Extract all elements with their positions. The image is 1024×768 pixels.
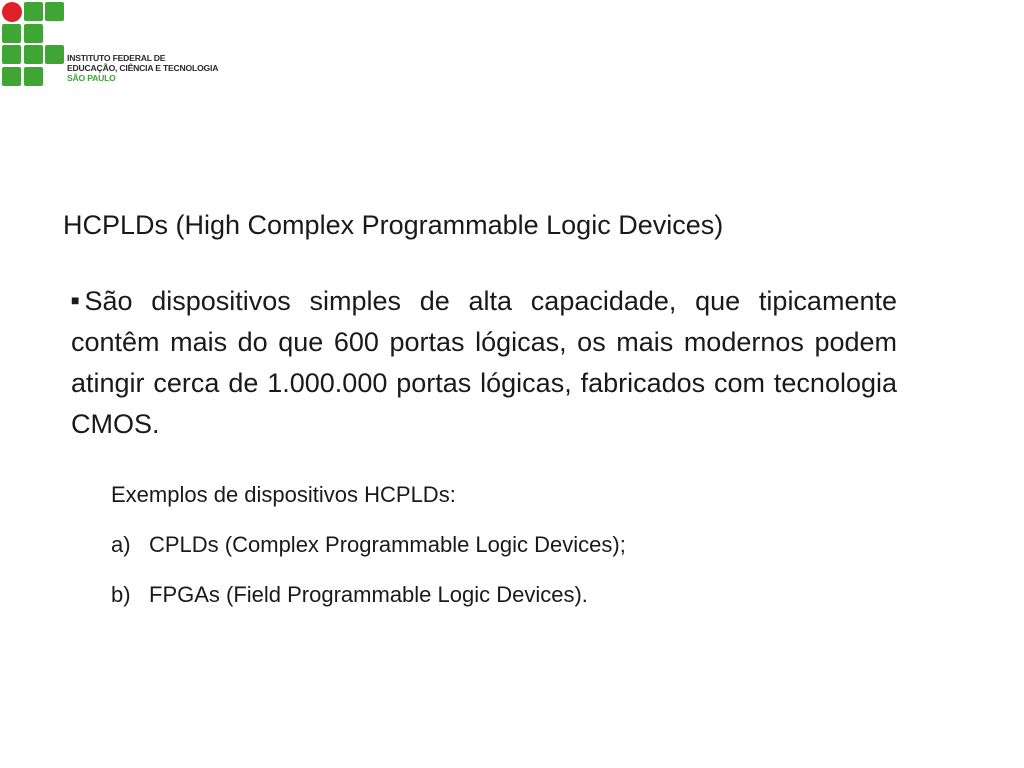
logo-square <box>24 45 43 64</box>
square-bullet-icon: ■ <box>71 292 80 308</box>
list-item-letter: a) <box>111 532 131 557</box>
logo-line-3: SÃO PAULO <box>67 73 116 83</box>
list-item-text: CPLDs (Complex Programmable Logic Devices); <box>149 532 626 557</box>
institution-logo <box>0 0 230 90</box>
logo-grid-icon <box>0 0 66 88</box>
logo-line-2: EDUCAÇÃO, CIÊNCIA E TECNOLOGIA <box>67 63 219 73</box>
list-item <box>111 580 626 610</box>
logo-square <box>45 2 64 21</box>
slide-title: HCPLDs (High Complex Programmable Logic Devices) <box>63 210 724 240</box>
examples-title: Exemplos de dispositivos HCPLDs: <box>111 482 456 507</box>
logo-line-1: INSTITUTO FEDERAL DE <box>67 53 166 63</box>
list-item <box>111 530 626 560</box>
logo-square <box>24 2 43 21</box>
logo-square <box>2 24 21 43</box>
logo-red-dot <box>2 2 22 22</box>
logo-square <box>2 67 21 86</box>
logo-square <box>45 45 64 64</box>
logo-square <box>24 67 43 86</box>
logo-text <box>67 53 218 83</box>
list-item-letter: b) <box>111 582 131 607</box>
bullet-paragraph <box>71 280 897 445</box>
list-item-text: FPGAs (Field Programmable Logic Devices). <box>149 582 588 607</box>
examples-list <box>111 480 626 630</box>
logo-square <box>24 24 43 43</box>
bullet-text: São dispositivos simples de alta capacidade, que tipicamente contêm mais do que 600 portas lógicas, os mais modernos podem atingir cerca de 1.000.000 portas lógicas, fabricados com tecnologia CMOS. <box>71 286 897 439</box>
logo-square <box>2 45 21 64</box>
